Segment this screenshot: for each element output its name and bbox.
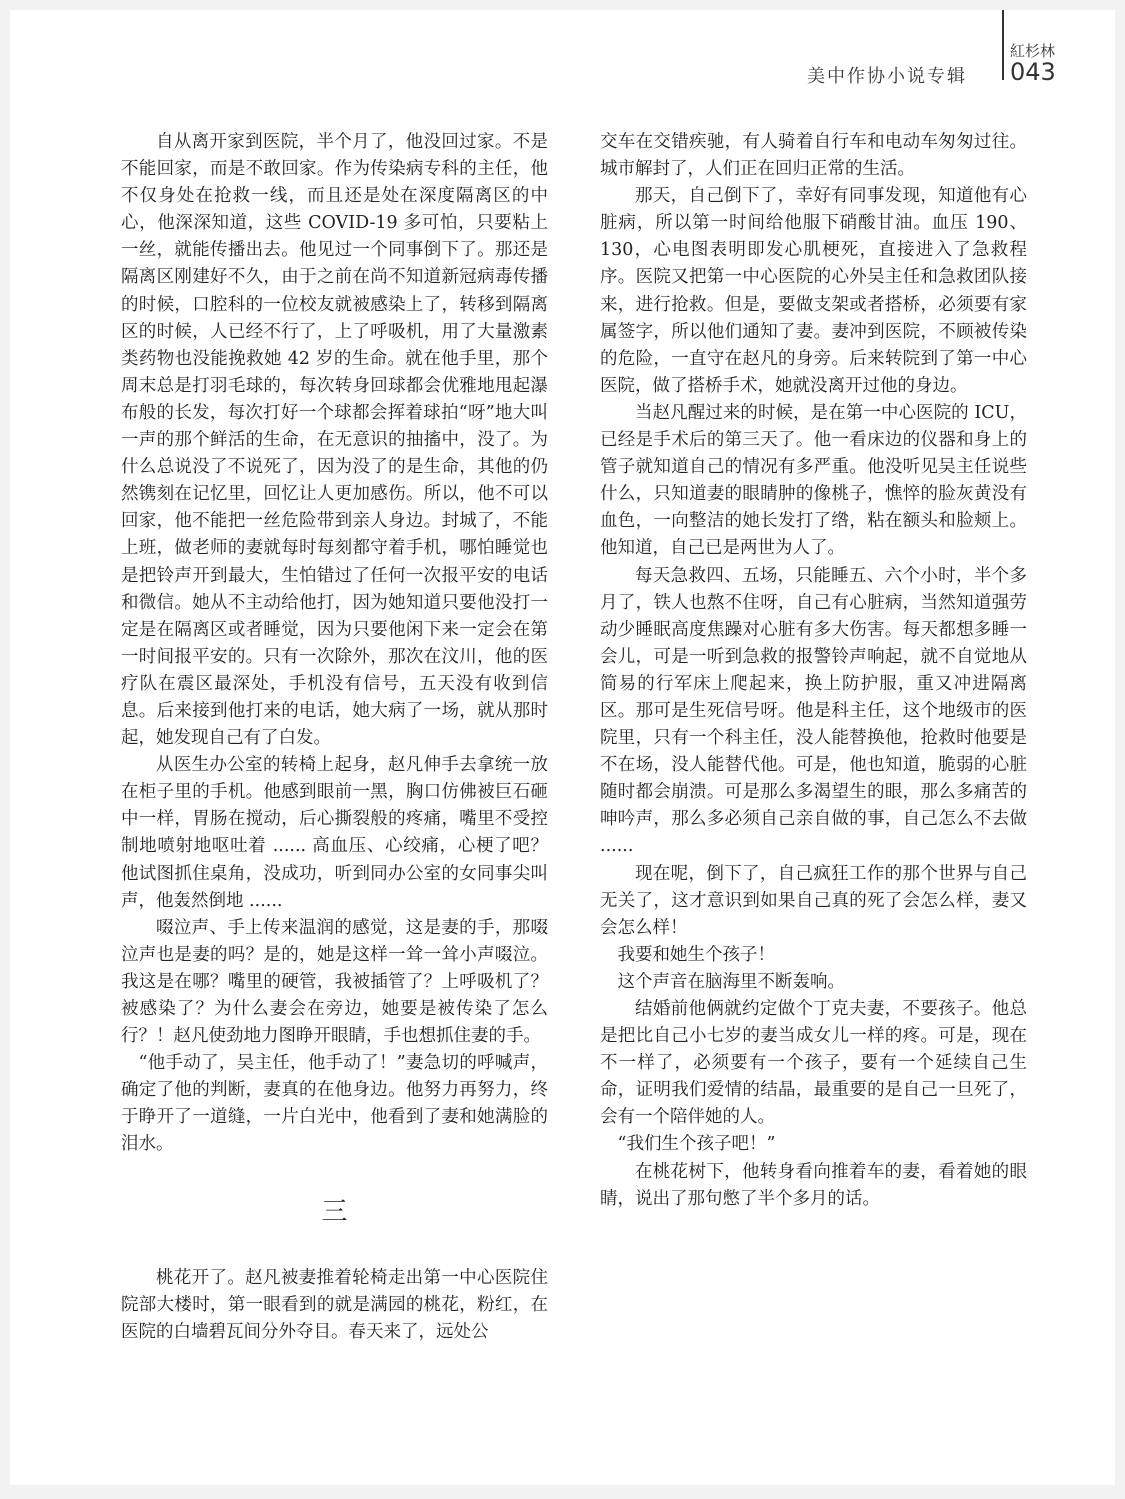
paragraph: 在桃花树下，他转身看向推着车的妻，看着她的眼睛，说出了那句憋了半个多月的话。 [600, 1161, 1027, 1209]
paragraph: 桃花开了。赵凡被妻推着轮椅走出第一中心医院住院部大楼时，第一眼看到的就是满园的桃花，粉红，在医院的白墙碧瓦间分外夺目。春天来了，远处公 [121, 1267, 548, 1342]
section-title: 美中作协小说专辑 [807, 66, 967, 87]
paragraph: 当赵凡醒过来的时候，是在第一中心医院的 ICU，已经是手术后的第三天了。他一看床边的仪器和身上的管子就知道自己的情况有多严重。他没听见吴主任说些什么，只知道妻的眼睛肿的像桃子，憔悴的脸灰黄没有血色，一向整洁的她长发打了绺，粘在额头和脸颊上。他知道，自己已是两世为人了。 [600, 402, 1027, 559]
chapter-heading: 三 [321, 1196, 348, 1227]
page-number: 043 [1010, 58, 1056, 86]
paragraph: 交车在交错疾驰，有人骑着自行车和电动车匆匆过往。城市解封了，人们正在回归正常的生活。 [600, 132, 1027, 180]
paragraph: “他手动了，吴主任，他手动了！”妻急切的呼喊声，确定了他的判断，妻真的在他身边。他努力再努力，终于睁开了一道缝，一片白光中，他看到了妻和她满脸的泪水。 [121, 1053, 548, 1155]
paragraph: 啜泣声、手上传来温润的感觉，这是妻的手，那啜泣声也是妻的吗？是的，她是这样一耸一耸小声啜泣。我这是在哪？嘴里的硬管，我被插管了？上呼吸机了？被感染了？为什么妻会在旁边，她要是被传染了怎么行？！赵凡使劲地力图睁开眼睛，手也想抓住妻的手。 [121, 917, 548, 1047]
paragraph: 结婚前他俩就约定做个丁克夫妻，不要孩子。他总是把比自己小七岁的妻当成女儿一样的疼。可是，现在不一样了，必须要有一个孩子，要有一个延续自己生命，证明我们爱情的结晶，最重要的是自己一旦死了，会有一个陪伴她的人。 [600, 999, 1027, 1128]
paragraph: “我们生个孩子吧！” [617, 1134, 776, 1155]
right-column [600, 129, 1027, 1213]
magazine-title: 紅杉林 [1010, 42, 1056, 60]
paragraph: 我要和她生个孩子！ [617, 944, 775, 965]
paragraph: 每天急救四、五场，只能睡五、六个小时，半个多月了，铁人也熬不住呀，自己有心脏病，当然知道强劳动少睡眠高度焦躁对心脏有多大伤害。每天都想多睡一会儿，可是一听到急救的报警铃声响起，就不自觉地从简易的行军床上爬起来，换上防护服，重又冲进隔离区。那可是生死信号呀。他是科主任，这个地级市的医院里，只有一个科主任，没人能替换他，抢救时他要是不在场，没人能替代他。可是，他也知道，脆弱的心脏随时都会崩溃。可是那么多渴望生的眼，那么多痛苦的呻吟声，那么多必须自己亲自做的事，自己怎么不去做 ...... [600, 565, 1027, 857]
left-column [121, 129, 548, 1346]
paragraph: 从医生办公室的转椅上起身，赵凡伸手去拿统一放在柜子里的手机。他感到眼前一黑，胸口仿佛被巨石砸中一样，胃肠在搅动，后心撕裂般的疼痛，嘴里不受控制地喷射地呕吐着 ...... 高血压、心绞痛，心梗了吧？他试图抓住桌角，没成功，听到同办公室的女同事尖叫声，他轰然倒地 ...... [121, 755, 548, 911]
paragraph: 那天，自己倒下了，幸好有同事发现，知道他有心脏病，所以第一时间给他服下硝酸甘油。血压 190、130，心电图表明即发心肌梗死，直接进入了急救程序。医院又把第一中心医院的心外吴主任和急救团队接来，进行抢救。但是，要做支架或者搭桥，必须要有家属签字，所以他们通知了妻。妻冲到医院，不顾被传染的危险，一直守在赵凡的身旁。后来转院到了第一中心医院，做了搭桥手术，她就没离开过他的身边。 [600, 186, 1027, 396]
header-divider [1002, 10, 1004, 80]
paragraph: 自从离开家到医院，半个月了，他没回过家。不是不能回家，而是不敢回家。作为传染病专科的主任，他不仅身处在抢救一线，而且还是处在深度隔离区的中心，他深深知道，这些 COVID-19 多可怕，只要粘上一丝，就能传播出去。他见过一个同事倒下了。那还是隔离区刚建好不久，由于之前在尚不知道新冠病毒传播的时候，口腔科的一位校友就被感染上了，转移到隔离区的时候，人已经不行了，上了呼吸机，用了大量激素类药物也没能挽救她 42 岁的生命。就在他手里，那个周末总是打羽毛球的，每次转身回球都会优雅地甩起瀑布般的长发，每次打好一个球都会挥着球拍“呀”地大叫一声的那个鲜活的生命，在无意识的抽搐中，没了。为什么总说没了不说死了，因为没了的是生命，其他的仍然镌刻在记忆里，回忆让人更加感伤。所以，他不可以回家，他不能把一丝危险带到亲人身边。封城了，不能上班，做老师的妻就每时每刻都守着手机，哪怕睡觉也是把铃声开到最大，生怕错过了任何一次报平安的电话和微信。她从不主动给他打，因为她知道只要他没打一定是在隔离区或者睡觉，因为只要他闲下来一定会在第一时间报平安的。只有一次除外，那次在汶川，他的医疗队在震区最深处，手机没有信号，五天没有收到信息。后来接到他打来的电话，她大病了一场，就从那时起，她发现自己有了白发。 [121, 132, 548, 749]
paragraph: 这个声音在脑海里不断轰响。 [617, 971, 845, 992]
paragraph: 现在呢，倒下了，自己疯狂工作的那个世界与自己无关了，这才意识到如果自己真的死了会怎么样，妻又会怎么样！ [600, 863, 1027, 938]
